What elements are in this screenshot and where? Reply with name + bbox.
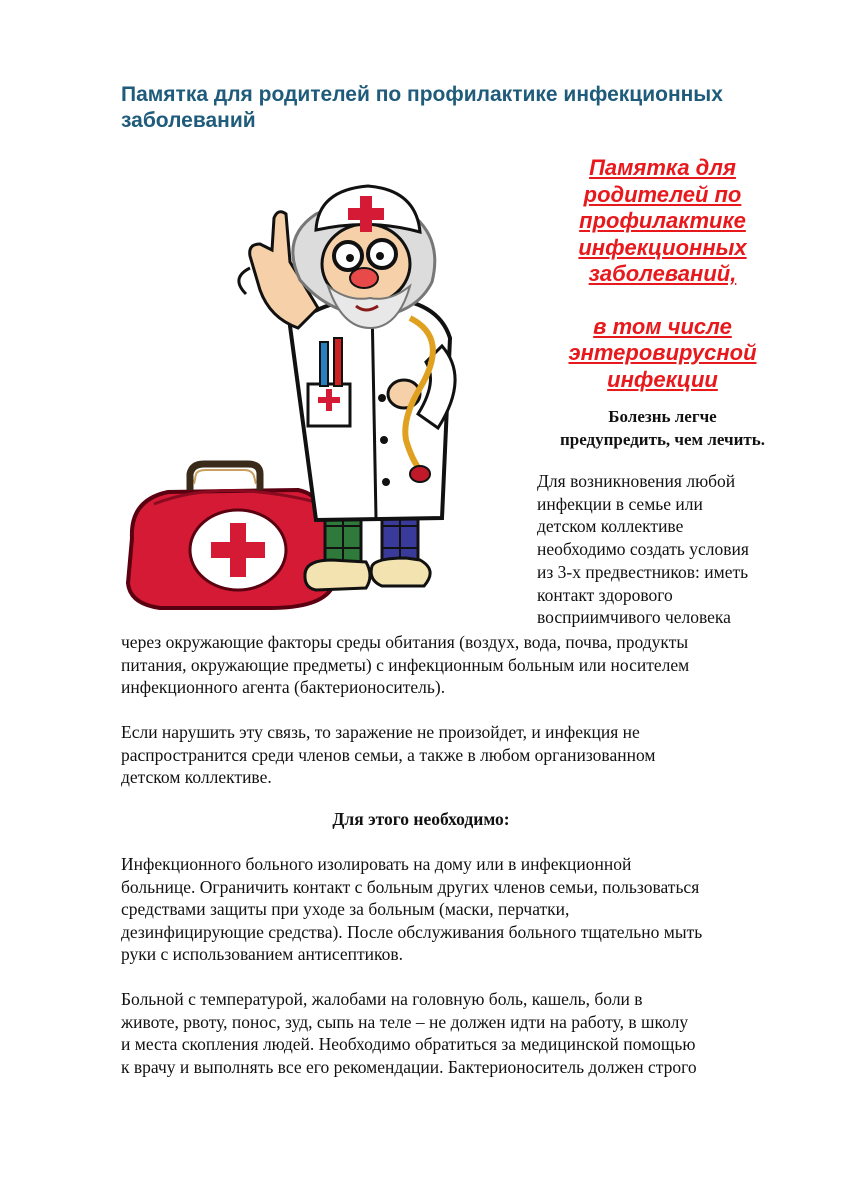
text-line: из 3-х предвестников: иметь (537, 561, 749, 582)
text-line: Инфекционного больного изолировать на дому или в инфекционной (121, 854, 632, 874)
red-subtitle-line: инфекции (607, 366, 718, 392)
text-line: детском коллективе. (121, 767, 272, 787)
text-line: через окружающие факторы среды обитания (воздух, вода, почва, продукты (121, 632, 689, 652)
text-line: инфекционного агента (бактерионоситель). (121, 677, 446, 697)
text-line: животе, рвоту, понос, зуд, сыпь на теле – не должен идти на работу, в школу (121, 1011, 689, 1032)
red-subtitle-line: в том числе (593, 313, 732, 339)
text-line: инфекции в семье или (537, 493, 703, 514)
text-line: детском коллективе (537, 516, 684, 537)
text-line: больнице. Ограничить контакт с больным других членов семьи, пользоваться (121, 876, 700, 897)
red-title-line: Памятка для (589, 155, 736, 180)
motto-line: Болезнь легче (608, 407, 717, 426)
text-line: Если нарушить эту связь, то заражение не произойдет, и инфекция не (121, 722, 640, 742)
paragraph-break-chain (121, 721, 811, 789)
text-line: руки с использованием антисептиков. (121, 944, 403, 964)
red-title-line: заболеваний, (588, 261, 737, 286)
doctor-illustration (120, 178, 532, 614)
red-title-line: профилактике (579, 208, 746, 233)
red-callout-title (560, 155, 765, 393)
text-line: средствами защиты при уходе за больным (маски, перчатки, (121, 899, 570, 919)
section-heading: Для этого необходимо: (332, 809, 510, 829)
text-line: контакт здорового (537, 584, 673, 605)
red-title-line: родителей по (583, 181, 742, 207)
text-line: восприимчивого человека (537, 607, 731, 628)
motto-line: предупредить, чем лечить. (559, 430, 766, 449)
intro-paragraph-column (537, 470, 802, 629)
text-line: к врачу и выполнять все его рекомендации. Бактерионоситель должен строго (121, 1056, 697, 1077)
text-line: дезинфицирующие средства). После обслуживания больного тщательно мыть (121, 921, 703, 942)
motto (530, 405, 795, 451)
text-line: Для возникновения любой (537, 471, 736, 491)
text-line: и места скопления людей. Необходимо обратиться за медицинской помощью (121, 1034, 696, 1054)
paragraph-isolation (121, 853, 811, 966)
intro-paragraph-continuation (121, 631, 811, 699)
red-title-line: инфекционных (578, 234, 747, 260)
paragraph-sick-person (121, 988, 811, 1078)
red-subtitle-line: энтеровирусной (568, 340, 757, 365)
text-line: распространится среди членов семьи, а также в любом организованном (121, 744, 656, 765)
text-line: необходимо создать условия (537, 539, 749, 560)
text-line: питания, окружающие предметы) с инфекционным больным или носителем (121, 654, 690, 675)
text-line: Больной с температурой, жалобами на головную боль, кашель, боли в (121, 989, 643, 1009)
page-title: Памятка для родителей по профилактике инфекционных заболеваний (121, 83, 723, 132)
